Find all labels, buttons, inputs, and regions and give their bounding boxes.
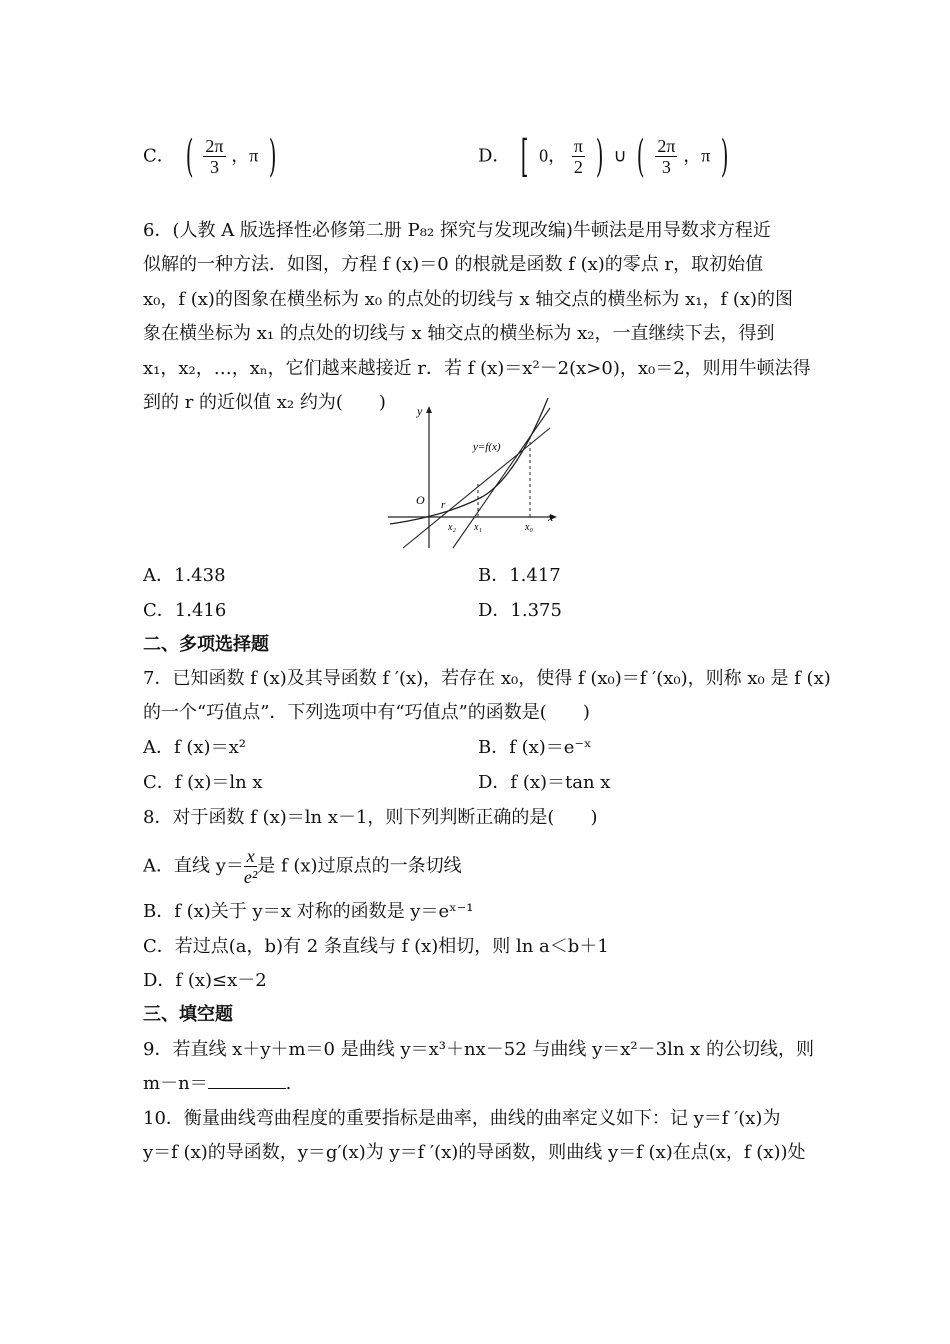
right-paren: ) [595,130,604,182]
answer-blank[interactable] [208,1072,286,1089]
origin-label: O [416,493,425,507]
section-heading-multiple-choice: 二、多项选择题 [143,634,269,655]
q6-option-a: A．1.438 [143,565,226,586]
option-label: C． [143,145,175,167]
curve-label: y=f(x) [473,441,501,453]
numerator: 2π [205,136,224,156]
q7-line-1: 7．已知函数 f (x)及其导函数 f ′(x)，若存在 x₀，使得 f (x₀)＝f ′(x₀)，则称 x₀ 是 f (x) [143,668,831,689]
denominator: 3 [661,157,671,177]
numerator: π [573,136,583,156]
q6-line-6: 到的 r 的近似值 x₂ 约为( ) [143,392,386,413]
q6-line-1: 6．(人教 A 版选择性必修第二册 P₈₂ 探究与发现改编)牛顿法是用导数求方程近 [143,220,771,241]
q9-line-1: 9．若直线 x＋y＋m＝0 是曲线 y＝x³＋nx－52 与曲线 y＝x²－3ln x 的公切线，则 [143,1039,815,1060]
option-label: D． [478,145,511,167]
q8-option-d: D．f (x)≤x－2 [143,970,267,991]
q8-line-1: 8．对于函数 f (x)＝ln x－1，则下列判断正确的是( ) [143,807,598,828]
q10-line-2: y＝f (x)的导函数，y＝g′(x)为 y＝f ′(x)的导函数，则曲线 y＝f (x)在点(x，f (x))处 [143,1142,806,1163]
q9-line-2 [143,1071,813,1097]
interval-end: ，π [683,145,711,166]
denominator: e² [243,867,258,887]
tangent-at-x0 [453,408,550,548]
y-axis-arrow [426,406,432,413]
section-heading-fill-in: 三、填空题 [143,1004,233,1025]
q8-option-c: C．若过点(a，b)有 2 条直线与 f (x)相切，则 ln a＜b＋1 [143,936,609,957]
q7-option-a: A．f (x)＝x² [143,737,246,758]
q10-line-1: 10．衡量曲线弯曲程度的重要指标是曲率，曲线的曲率定义如下：记 y＝f ′(x)为 [143,1108,781,1129]
q7-line-2: 的一个“巧值点”．下列选项中有“巧值点”的函数是( ) [143,702,590,723]
x1-label: x₁ [474,522,482,533]
q6-line-3: x₀，f (x)的图象在横坐标为 x₀ 的点处的切线与 x 轴交点的横坐标为 x₁，f (x)的图 [143,289,794,310]
union-symbol: ∪ [613,145,627,166]
y-axis-label: y [417,404,423,418]
q6-line-2: 似解的一种方法．如图，方程 f (x)＝0 的根就是函数 f (x)的零点 r，取初始值 [143,254,764,275]
numerator: 2π [657,136,676,156]
fraction [572,136,585,177]
q6-option-d: D．1.375 [478,600,562,621]
fraction [203,136,225,177]
q8-option-a [143,846,813,887]
x2-label: x₂ [448,522,456,533]
x0-label: x₀ [525,522,533,533]
q8-option-b: B．f (x)关于 y＝x 对称的函数是 y＝eˣ⁻¹ [143,901,474,922]
q6-line-5: x₁，x₂，…，xₙ，它们越来越接近 r．若 f (x)＝x²－2(x>0)，x₀＝2，则用牛顿法得 [143,358,811,379]
q9-period: . [285,1073,292,1094]
q7-option-c: C．f (x)＝ln x [143,772,263,793]
fraction [655,136,677,177]
left-paren: ( [185,130,193,182]
q7-option-d: D．f (x)＝tan x [478,772,611,793]
right-paren: ) [720,130,729,182]
q5-option-d [478,130,733,182]
newton-method-figure [385,398,565,553]
right-paren: ) [268,130,277,182]
q7-option-b: B．f (x)＝e⁻ˣ [478,737,592,758]
x-axis-label: x [548,510,554,524]
fraction [244,846,257,887]
left-paren: ( [637,130,645,182]
interval-start: 0， [539,145,567,166]
q6-option-b: B．1.417 [478,565,561,586]
option-a-suffix: 是 f (x)过原点的一条切线 [257,855,462,877]
function-curve [390,398,548,524]
q6-option-c: C．1.416 [143,600,227,621]
denominator: 3 [209,157,219,177]
left-bracket: [ [520,130,529,182]
numerator: x [244,846,257,867]
option-a-prefix: A．直线 y＝ [143,855,244,877]
q9-expression: m－n＝ [143,1073,208,1094]
interval-end: ，π [231,145,259,166]
root-label: r [441,499,446,511]
q6-line-4: 象在横坐标为 x₁ 的点处的切线与 x 轴交点的横坐标为 x₂，一直继续下去，得到 [143,323,775,344]
denominator: 2 [573,157,583,177]
